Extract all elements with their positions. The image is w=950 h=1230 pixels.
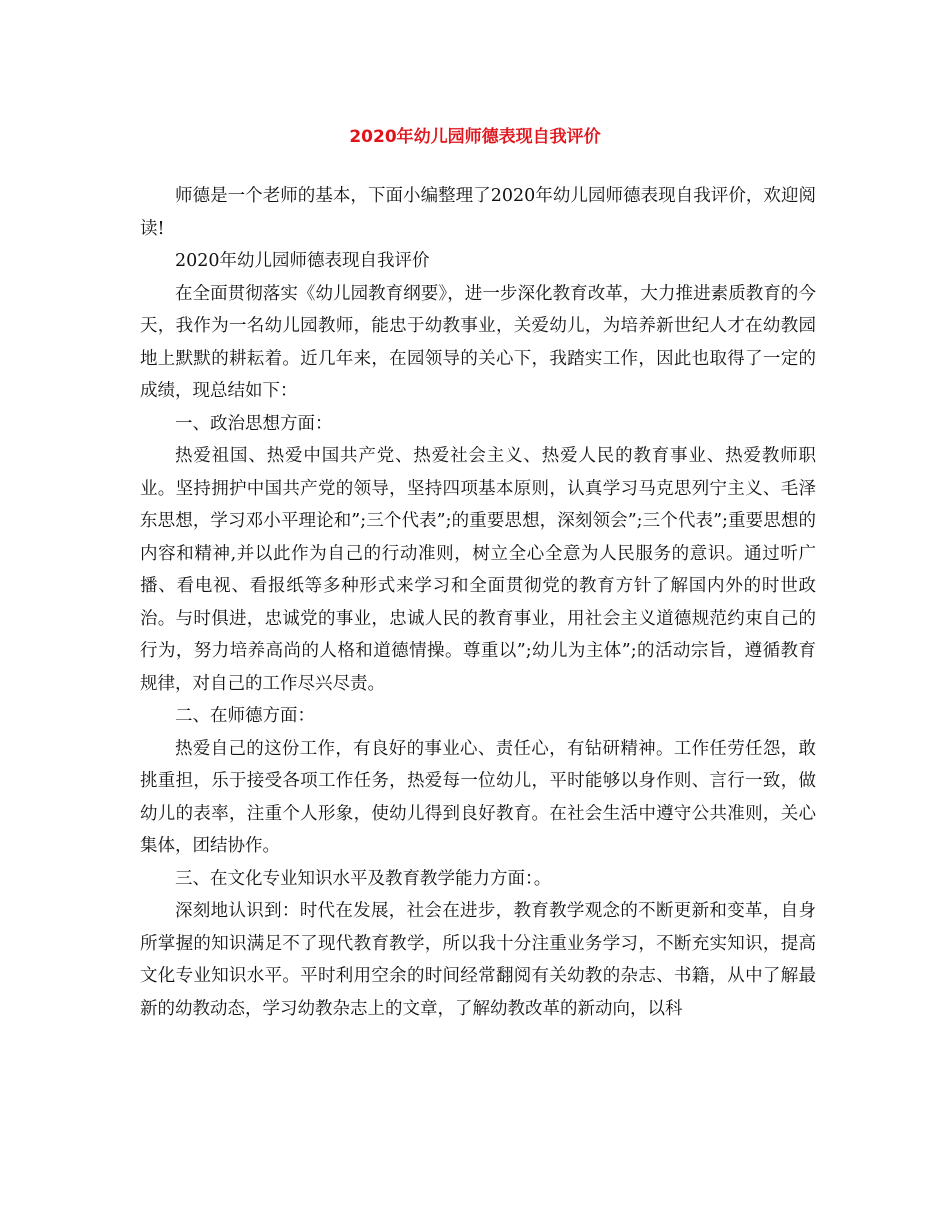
paragraph-knowledge: 深刻地认识到：时代在发展，社会在进步，教育教学观念的不断更新和变革，自身所掌握的知识满足不了现代教育教学，所以我十分注重业务学习，不断充实知识，提高文化专业知识水平。平时利用空余的时间经常翻阅有关幼教的杂志、书籍，从中了解最新的幼教动态，学习幼教杂志上的文章，了解幼教改革的新动向，以科 — [140, 901, 816, 1019]
paragraph-intro: 师德是一个老师的基本，下面小编整理了2020年幼儿园师德表现自我评价，欢迎阅读! — [140, 186, 816, 239]
section-heading-politics: 一、政治思想方面： — [175, 413, 333, 434]
paragraph-overview: 在全面贯彻落实《幼儿园教育纲要》，进一步深化教育改革，大力推进素质教育的今天，我作为一名幼儿园教师，能忠于幼教事业，关爱幼儿，为培养新世纪人才在幼教园地上默默的耕耘着。近几年来，在园领导的关心下，我踏实工作，因此也取得了一定的成绩，现总结如下： — [140, 283, 816, 401]
section-heading-ethics: 二、在师德方面： — [175, 706, 315, 726]
document-title: 2020年幼儿园师德表现自我评价 — [349, 127, 601, 147]
paragraph-subtitle: 2020年幼儿园师德表现自我评价 — [175, 251, 430, 271]
document-body — [140, 180, 816, 1025]
paragraph-ethics: 热爱自己的这份工作，有良好的事业心、责任心，有钻研精神。工作任劳任怨，敢挑重担，乐于接受各项工作任务，热爱每一位幼儿，平时能够以身作则、言行一致，做幼儿的表率，注重个人形象，使幼儿得到良好教育。在社会生活中遵守公共准则，关心集体，团结协作。 — [140, 738, 816, 856]
section-heading-knowledge: 三、在文化专业知识水平及教育教学能力方面：。 — [175, 868, 552, 889]
paragraph-politics: 热爱祖国、热爱中国共产党、热爱社会主义、热爱人民的教育事业、热爱教师职业。坚持拥护中国共产党的领导，坚持四项基本原则，认真学习马克思列宁主义、毛泽东思想，学习邓小平理论和”;三个代表”;的重要思想，深刻领会”;三个代表”;重要思想的内容和精神,并以此作为自己的行动准则，树立全心全意为人民服务的意识。通过听广播、看电视、看报纸等多种形式来学习和全面贯彻党的教育方针了解国内外的时世政治。与时俱进，忠诚党的事业，忠诚人民的教育事业，用社会主义道德规范约束自己的行为，努力培养高尚的人格和道德情操。尊重以”;幼儿为主体”;的活动宗旨，遵循教育规律，对自己的工作尽兴尽责。 — [140, 446, 816, 694]
